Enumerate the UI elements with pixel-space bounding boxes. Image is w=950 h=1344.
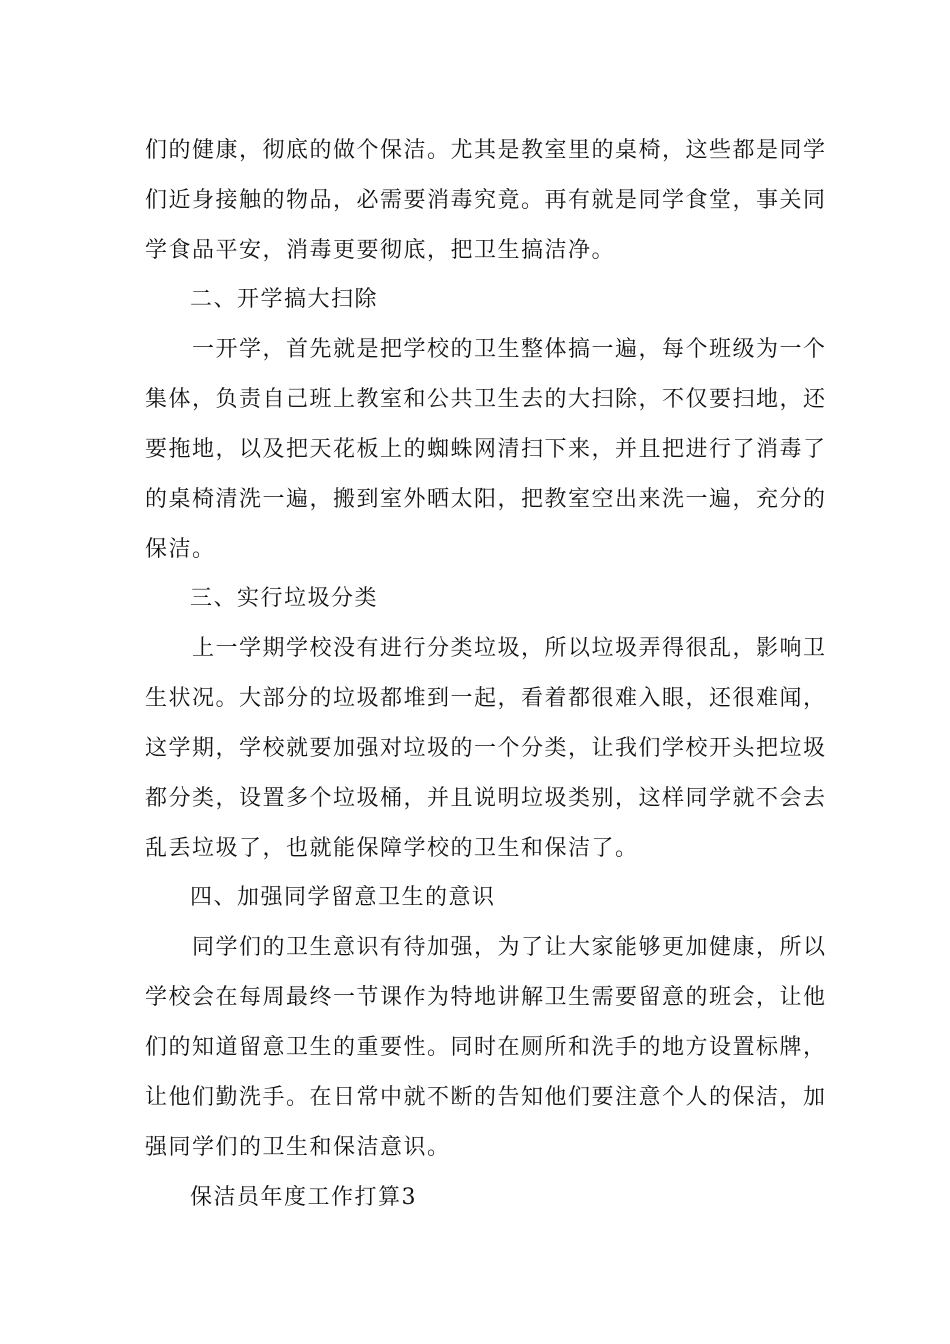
section-heading: 四、加强同学留意卫生的意识 <box>190 885 496 910</box>
paragraph-line: 乱丢垃圾了，也就能保障学校的卫生和保洁了。 <box>145 836 639 861</box>
paragraph-line: 同学们的卫生意识有待加强，为了让大家能够更加健康，所以 <box>192 935 827 960</box>
section-heading: 保洁员年度工作打算3 <box>190 1185 417 1210</box>
paragraph-line: 生状况。大部分的垃圾都堆到一起，看着都很难入眼，还很难闻， <box>145 686 827 711</box>
paragraph-line: 学校会在每周最终一节课作为特地讲解卫生需要留意的班会，让他 <box>145 985 827 1010</box>
paragraph-line: 强同学们的卫生和保洁意识。 <box>145 1135 451 1160</box>
paragraph-line: 要拖地，以及把天花板上的蜘蛛网清扫下来，并且把进行了消毒了 <box>145 437 827 462</box>
paragraph-line: 上一学期学校没有进行分类垃圾，所以垃圾弄得很乱，影响卫 <box>192 636 827 661</box>
paragraph-line: 这学期，学校就要加强对垃圾的一个分类，让我们学校开头把垃圾 <box>145 736 827 761</box>
section-heading: 三、实行垃圾分类 <box>190 586 379 611</box>
paragraph-line: 保洁。 <box>145 537 216 562</box>
paragraph-line: 一开学，首先就是把学校的卫生整体搞一遍，每个班级为一个 <box>192 337 827 362</box>
paragraph-line: 让他们勤洗手。在日常中就不断的告知他们要注意个人的保洁，加 <box>145 1085 827 1110</box>
paragraph-line: 的桌椅清洗一遍，搬到室外晒太阳，把教室空出来洗一遍，充分的 <box>145 487 827 512</box>
paragraph-line: 们的知道留意卫生的重要性。同时在厕所和洗手的地方设置标牌， <box>145 1035 827 1060</box>
section-heading: 二、开学搞大扫除 <box>190 287 379 312</box>
paragraph-line: 们近身接触的物品，必需要消毒究竟。再有就是同学食堂，事关同 <box>145 188 827 213</box>
paragraph-line: 集体，负责自己班上教室和公共卫生去的大扫除，不仅要扫地，还 <box>145 387 827 412</box>
paragraph-line: 都分类，设置多个垃圾桶，并且说明垃圾类别，这样同学就不会去 <box>145 786 827 811</box>
paragraph-line: 们的健康，彻底的做个保洁。尤其是教室里的桌椅，这些都是同学 <box>145 138 827 163</box>
paragraph-line: 学食品平安，消毒更要彻底，把卫生搞洁净。 <box>145 238 616 263</box>
